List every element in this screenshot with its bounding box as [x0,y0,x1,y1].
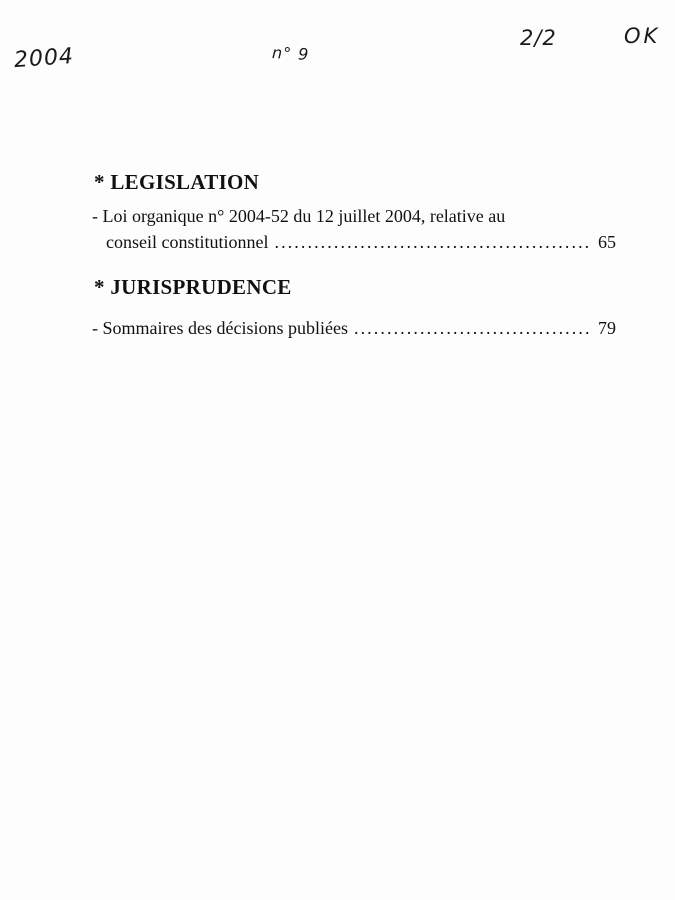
toc-entry-title: - Loi organique n° 2004-52 du 12 juillet 2004, relative au [92,206,506,226]
toc-entry-title-continued: conseil constitutionnel [106,232,269,252]
toc-entry-line [92,203,616,229]
toc-entry-sommaires [92,315,616,341]
dot-leader [274,229,592,255]
dot-leader [354,315,592,341]
section-heading-legislation: * LEGISLATION [94,170,260,194]
handwritten-page-annotation: 2/2 [520,26,557,50]
handwritten-issue-number-annotation: n° 9 [271,43,310,64]
handwritten-ok-annotation: OK [624,24,661,48]
toc-entry-loi-organique [92,203,616,255]
handwritten-year-annotation: 2004 [13,43,75,74]
toc-page-number: 65 [598,232,616,252]
toc-entry-title: - Sommaires des décisions publiées [92,318,348,338]
toc-page-number: 79 [598,318,616,338]
section-heading-jurisprudence: * JURISPRUDENCE [94,275,292,299]
toc-entry-line [92,315,616,341]
toc-entry-line [92,229,616,255]
